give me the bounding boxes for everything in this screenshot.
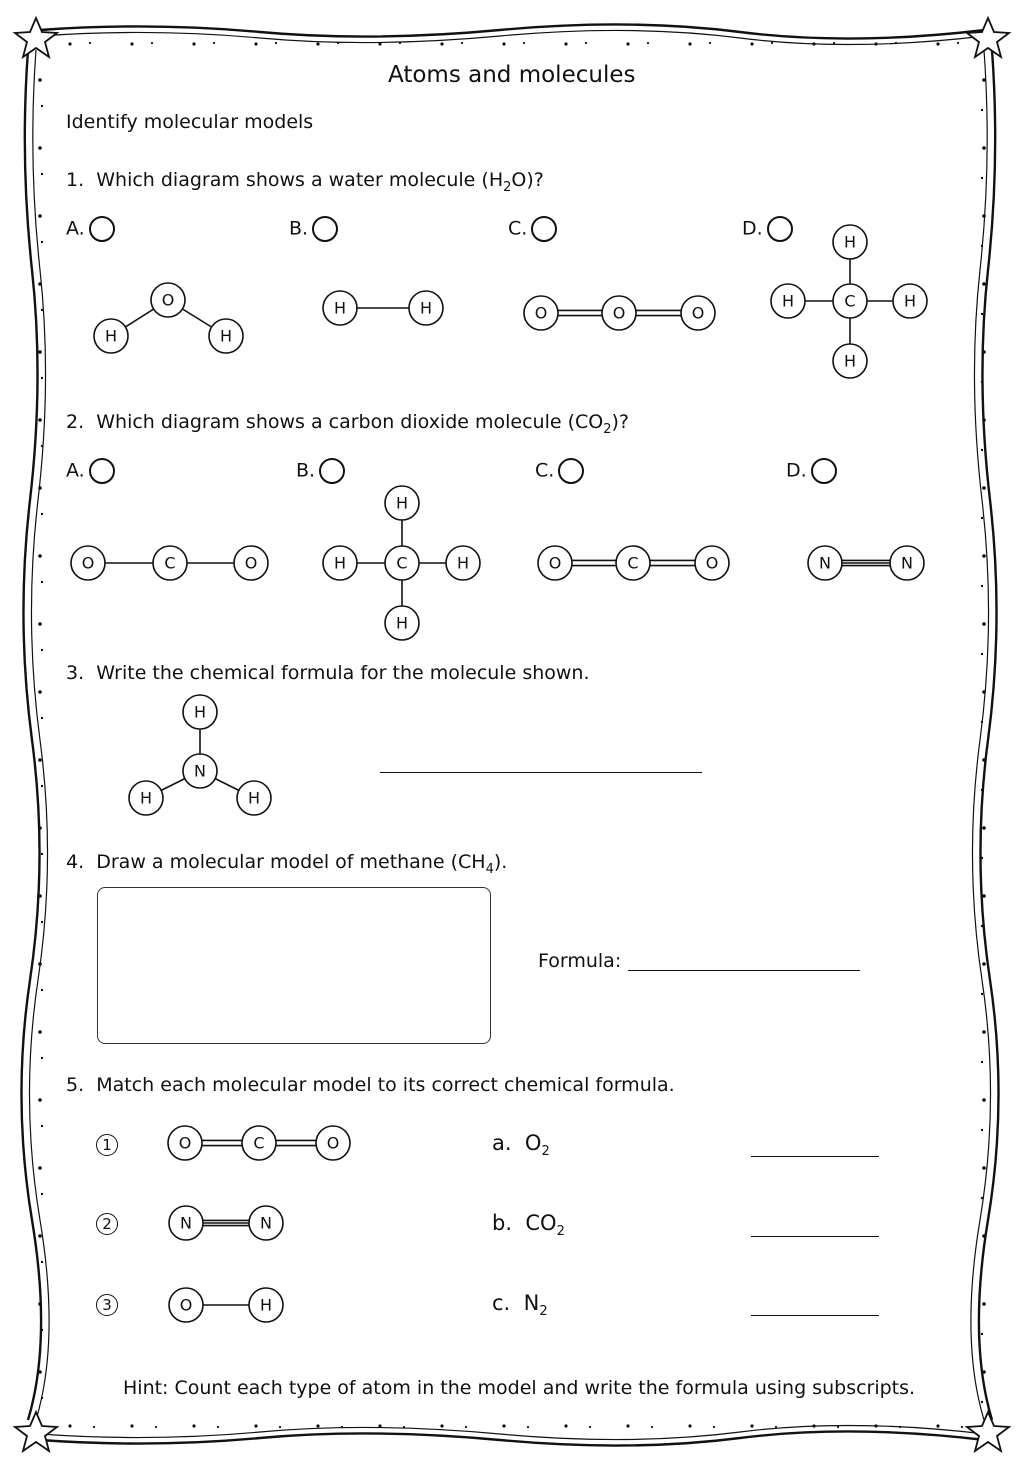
atom-n [249, 1206, 283, 1240]
svg-text:C: C [396, 553, 408, 573]
atom-c [385, 546, 419, 580]
match-choice-a: a. $O_2$ [492, 1131, 550, 1159]
svg-text:H: H [333, 298, 347, 318]
svg-text:O: O [705, 553, 719, 573]
question-number: 1. [66, 169, 85, 191]
svg-text:N: N [194, 761, 206, 781]
q2-option-d[interactable]: D. [786, 458, 837, 484]
svg-text:H: H [193, 702, 207, 722]
question-2: 2. Which diagram shows a carbon dioxide molecule $(CO_2)$? [66, 411, 630, 437]
svg-text:O: O [178, 1133, 192, 1153]
svg-text:H: H [903, 291, 917, 311]
match-choice-c: c. $N_2$ [492, 1291, 548, 1319]
q2-option-a[interactable]: A. [66, 458, 115, 484]
svg-text:O: O [161, 290, 175, 310]
svg-text:H: H [843, 232, 857, 252]
match-item-number: 1 [96, 1134, 118, 1156]
atom-h [385, 486, 419, 520]
atom-c [833, 284, 867, 318]
atom-o [71, 546, 105, 580]
svg-text:O: O [691, 303, 705, 323]
match-choice-b: b. $CO_2$ [492, 1211, 565, 1239]
atom-n [169, 1206, 203, 1240]
atom-h [94, 319, 128, 353]
q1-option-a[interactable]: A. [66, 216, 115, 242]
atom-o [602, 296, 636, 330]
question-5: 5. Match each molecular model to its correct chemical formula. [66, 1074, 675, 1096]
atom-h [129, 781, 163, 815]
svg-text:H: H [419, 298, 433, 318]
svg-text:H: H [395, 613, 409, 633]
q1-option-d[interactable]: D. [742, 216, 793, 242]
atom-n [890, 546, 924, 580]
atom-h [209, 319, 243, 353]
svg-text:N: N [819, 553, 831, 573]
svg-text:H: H [259, 1295, 273, 1315]
svg-text:O: O [612, 303, 626, 323]
svg-text:N: N [260, 1213, 272, 1233]
svg-text:H: H [456, 553, 470, 573]
atom-n [183, 754, 217, 788]
atom-h [409, 291, 443, 325]
atom-o [234, 546, 268, 580]
svg-text:H: H [333, 553, 347, 573]
atom-h [833, 344, 867, 378]
match-item-number: 3 [96, 1294, 118, 1316]
q2-option-c[interactable]: C. [535, 458, 584, 484]
atom-h [771, 284, 805, 318]
atom-n [808, 546, 842, 580]
svg-text:O: O [81, 553, 95, 573]
atom-h [385, 606, 419, 640]
svg-text:O: O [244, 553, 258, 573]
svg-text:H: H [843, 351, 857, 371]
atom-o [681, 296, 715, 330]
svg-text:O: O [326, 1133, 340, 1153]
atom-h [446, 546, 480, 580]
atom-h [237, 781, 271, 815]
svg-text:O: O [548, 553, 562, 573]
svg-text:C: C [253, 1133, 265, 1153]
question-4: 4. Draw a molecular model of methane $(CH_4)$. [66, 851, 508, 877]
question-3: 3. Write the chemical formula for the molecule shown. [66, 662, 590, 684]
question-number: 5. [66, 1074, 85, 1096]
svg-text:C: C [164, 553, 176, 573]
question-1: 1. Which diagram shows a water molecule $(H_2O)$? [66, 169, 544, 195]
match-item-number: 2 [96, 1213, 118, 1235]
hint-text: Hint: Count each type of atom in the model and write the formula using subscripts. [123, 1377, 916, 1399]
q1-option-b[interactable]: B. [289, 216, 338, 242]
atom-c [242, 1126, 276, 1160]
atom-h [893, 284, 927, 318]
atom-o [168, 1126, 202, 1160]
svg-text:C: C [627, 553, 639, 573]
question-number: 2. [66, 411, 85, 433]
atom-h [183, 695, 217, 729]
svg-text:N: N [180, 1213, 192, 1233]
atom-h [323, 291, 357, 325]
atom-h [323, 546, 357, 580]
svg-text:H: H [781, 291, 795, 311]
question-number: 3. [66, 662, 85, 684]
svg-text:N: N [901, 553, 913, 573]
svg-text:H: H [219, 326, 233, 346]
atom-o [169, 1288, 203, 1322]
svg-text:O: O [179, 1295, 193, 1315]
svg-text:O: O [534, 303, 548, 323]
section-heading: Identify molecular models [66, 111, 314, 133]
page-title: Atoms and molecules [388, 62, 636, 88]
question-number: 4. [66, 851, 85, 873]
q1-option-c[interactable]: C. [508, 216, 557, 242]
atom-c [616, 546, 650, 580]
atom-o [316, 1126, 350, 1160]
formula-label: Formula: [538, 950, 622, 972]
atom-h [833, 225, 867, 259]
atom-o [538, 546, 572, 580]
atom-h [249, 1288, 283, 1322]
svg-text:C: C [844, 291, 856, 311]
atom-o [151, 283, 185, 317]
q2-option-b[interactable]: B. [296, 458, 345, 484]
atom-c [153, 546, 187, 580]
svg-text:H: H [395, 493, 409, 513]
atom-o [695, 546, 729, 580]
svg-text:H: H [247, 788, 261, 808]
atom-o [524, 296, 558, 330]
svg-text:H: H [139, 788, 153, 808]
svg-text:H: H [104, 326, 118, 346]
